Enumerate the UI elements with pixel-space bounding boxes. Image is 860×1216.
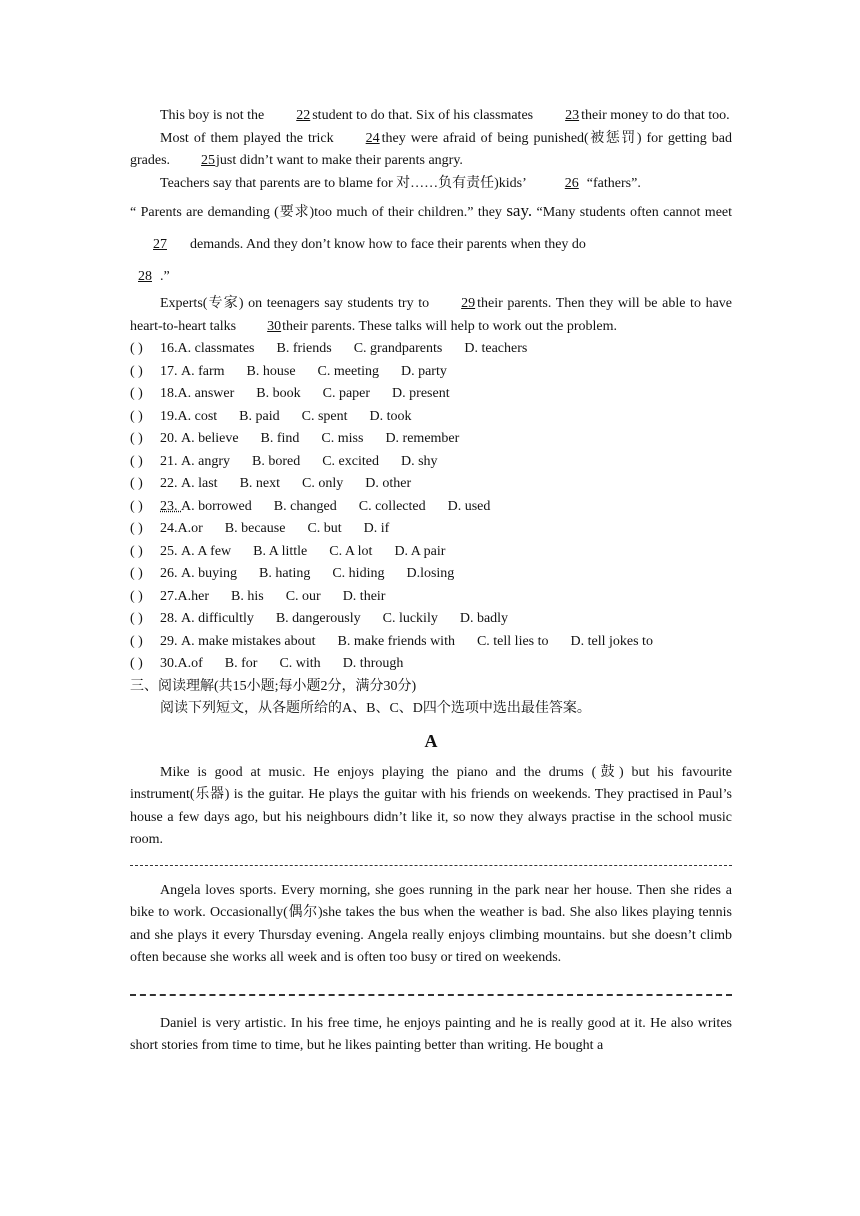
- question-number: 24.: [160, 521, 178, 536]
- question-number: 23.: [160, 498, 181, 514]
- answer-option: A. borrowed: [181, 498, 252, 514]
- passage-angela: Angela loves sports. Every morning, she goes running in the park near her house. Then she rides a bike to work. Occasionally(偶尔)she takes the bus when the weather is bad. She also likes playing tennis and she plays it every Thursday evening. Angela really enjoys climbing mountains. but she doesn’t climb often because she works all week and is often too busy or tired on weekends.: [130, 882, 732, 965]
- answer-option: B. hating: [259, 566, 311, 581]
- blank-26: 26: [564, 175, 579, 191]
- question-row: [130, 451, 732, 474]
- question-row: [130, 608, 732, 631]
- answer-option: B. find: [260, 431, 300, 446]
- answer-parentheses[interactable]: ( ): [130, 498, 143, 514]
- cloze-paragraph-2: [130, 128, 732, 173]
- question-row: [130, 473, 732, 496]
- answer-option: D. tell jokes to: [570, 633, 653, 649]
- text: their parents. These talks will help to work out the problem.: [282, 318, 618, 334]
- answer-option: B. make friends with: [337, 633, 455, 649]
- answer-option: A. cost: [177, 408, 218, 424]
- answer-option: C. tell lies to: [476, 633, 549, 649]
- blank-22: 22: [296, 108, 311, 123]
- blank-30: 30: [267, 318, 282, 334]
- question-number: 22.: [160, 476, 181, 491]
- answer-option: D. remember: [385, 431, 460, 446]
- blank-23: 23: [565, 108, 580, 123]
- text: they were afraid of being punished(被惩罚) for getting bad grades.: [130, 130, 732, 168]
- answer-option: A. classmates: [177, 341, 255, 356]
- answer-parentheses[interactable]: ( ): [130, 341, 143, 356]
- answer-option: A. farm: [181, 363, 225, 379]
- text: .”: [160, 269, 170, 284]
- blank-25: 25: [201, 153, 216, 168]
- answer-option: B. dangerously: [275, 611, 361, 626]
- answer-option: B. friends: [276, 341, 332, 356]
- text: Most of them played the trick: [160, 130, 334, 146]
- question-row: [130, 361, 732, 384]
- answer-option: B. house: [246, 363, 296, 379]
- answer-option: C. miss: [321, 431, 364, 446]
- answer-parentheses[interactable]: ( ): [130, 453, 143, 469]
- answer-option: A. angry: [181, 453, 230, 469]
- text: their money to do that too.: [581, 108, 730, 123]
- answer-parentheses[interactable]: ( ): [130, 521, 143, 536]
- answer-option: D. teachers: [464, 341, 528, 356]
- answer-option: A. make mistakes about: [181, 633, 316, 649]
- text: demands. And they don’t know how to face their parents when they do: [190, 237, 586, 252]
- document-content: [130, 105, 732, 1058]
- answer-parentheses[interactable]: ( ): [130, 566, 143, 581]
- answer-option: A. buying: [181, 566, 237, 581]
- answer-option: B. A little: [253, 543, 308, 559]
- question-list: [130, 338, 732, 676]
- answer-option: D. through: [342, 656, 404, 671]
- answer-option: C. luckily: [382, 611, 438, 626]
- answer-parentheses[interactable]: ( ): [130, 588, 143, 604]
- answer-option: D. their: [342, 588, 386, 604]
- answer-option: D. present: [392, 386, 450, 401]
- text: just didn’t want to make their parents angry.: [216, 153, 463, 168]
- text: Teachers say that parents are to blame for 对……负有责任)kids’: [160, 175, 527, 191]
- answer-parentheses[interactable]: ( ): [130, 386, 143, 401]
- answer-parentheses[interactable]: ( ): [130, 408, 143, 424]
- text: “fathers”.: [586, 175, 641, 191]
- question-number: 20.: [160, 431, 181, 446]
- answer-option: A. difficultly: [181, 611, 254, 626]
- answer-option: C. paper: [322, 386, 371, 401]
- answer-option: B. paid: [239, 408, 280, 424]
- answer-option: C. hiding: [332, 566, 385, 581]
- question-number: 28.: [160, 611, 181, 626]
- text: “ Parents are demanding (要求)too much of their children.” they: [130, 205, 502, 220]
- question-number: 27.: [160, 588, 178, 604]
- answer-option: C. spent: [301, 408, 348, 424]
- question-row: [130, 586, 732, 609]
- answer-option: C. our: [285, 588, 321, 604]
- answer-option: B. because: [224, 521, 286, 536]
- answer-option: D. other: [365, 476, 412, 491]
- answer-option: D. if: [363, 521, 390, 536]
- cloze-paragraph-3: [130, 173, 732, 196]
- blank-27: 27: [153, 237, 167, 252]
- answer-option: C. collected: [358, 498, 426, 514]
- question-number: 26.: [160, 566, 181, 581]
- answer-parentheses[interactable]: ( ): [130, 611, 143, 626]
- answer-option: D. A pair: [394, 543, 446, 559]
- question-row: [130, 428, 732, 451]
- answer-option: C. meeting: [317, 363, 379, 379]
- answer-option: D. party: [400, 363, 447, 379]
- question-number: 30.: [160, 656, 178, 671]
- answer-option: A.or: [177, 521, 203, 536]
- question-number: 29.: [160, 633, 181, 649]
- section-instruction: 阅读下列短文，从各题所给的A、B、C、D四个选项中选出最佳答案。: [160, 701, 591, 716]
- cloze-paragraph-1: [130, 105, 732, 128]
- question-row: [130, 541, 732, 564]
- blank-28: 28: [138, 269, 152, 284]
- answer-option: A.her: [177, 588, 209, 604]
- answer-parentheses[interactable]: ( ): [130, 633, 143, 649]
- answer-option: A. last: [181, 476, 218, 491]
- text: This boy is not the: [160, 108, 265, 123]
- question-row: [130, 383, 732, 406]
- answer-option: D.losing: [406, 566, 455, 581]
- passage-heading: A: [424, 730, 438, 751]
- answer-parentheses[interactable]: ( ): [130, 363, 143, 379]
- answer-option: A. believe: [181, 431, 239, 446]
- question-row: [130, 338, 732, 361]
- cloze-paragraph-4: [130, 195, 732, 293]
- answer-option: B. bored: [252, 453, 301, 469]
- answer-option: C. only: [302, 476, 344, 491]
- question-number: 21.: [160, 453, 181, 469]
- answer-parentheses[interactable]: ( ): [130, 476, 143, 491]
- answer-option: B. changed: [273, 498, 337, 514]
- question-number: 17.: [160, 363, 181, 379]
- section-title: 三、阅读理解(共15小题;每小题2分，满分30分): [130, 678, 417, 694]
- answer-option: A.of: [177, 656, 203, 671]
- question-row: [130, 518, 732, 541]
- blank-29: 29: [461, 296, 476, 311]
- answer-parentheses[interactable]: ( ): [130, 431, 143, 446]
- cloze-paragraph-5: [130, 293, 732, 338]
- text: “Many students often cannot meet: [536, 205, 733, 220]
- answer-option: B. next: [239, 476, 281, 491]
- answer-option: C. A lot: [329, 543, 373, 559]
- answer-parentheses[interactable]: ( ): [130, 656, 143, 671]
- answer-option: A. A few: [181, 543, 232, 559]
- answer-option: B. book: [256, 386, 301, 401]
- answer-option: B. for: [224, 656, 258, 671]
- answer-option: C. grandparents: [353, 341, 443, 356]
- answer-option: C. with: [279, 656, 321, 671]
- divider: [130, 994, 732, 996]
- answer-option: D. shy: [400, 453, 438, 469]
- answer-option: A. answer: [177, 386, 235, 401]
- text: student to do that. Six of his classmates: [312, 108, 534, 123]
- answer-option: C. but: [307, 521, 342, 536]
- question-number: 25.: [160, 543, 181, 559]
- answer-parentheses[interactable]: ( ): [130, 543, 143, 559]
- text: their parents. Then they will be able to have heart-to-heart talks: [130, 296, 732, 334]
- question-row: [130, 406, 732, 429]
- say-word: say.: [506, 201, 533, 220]
- question-row: [130, 653, 732, 676]
- blank-24: 24: [365, 130, 380, 146]
- answer-option: D. badly: [459, 611, 509, 626]
- divider: [130, 865, 732, 866]
- text: Experts(专家) on teenagers say students try to: [160, 296, 430, 311]
- question-number: 19.: [160, 408, 178, 424]
- answer-option: C. excited: [322, 453, 379, 469]
- answer-option: D. used: [447, 498, 491, 514]
- question-row: [130, 496, 732, 519]
- passage-daniel: Daniel is very artistic. In his free time, he enjoys painting and he is really good at it. He also writes short stories from time to time, but he likes painting better than writing. He bought a: [130, 1015, 732, 1053]
- answer-option: D. took: [369, 408, 412, 424]
- answer-option: B. his: [231, 588, 264, 604]
- question-row: [130, 563, 732, 586]
- question-row: [130, 631, 732, 654]
- question-number: 16.: [160, 341, 178, 356]
- question-number: 18.: [160, 386, 178, 401]
- passage-mike: Mike is good at music. He enjoys playing the piano and the drums (鼓) but his favourite instrument(乐器) is the guitar. He plays the guitar with his friends on weekends. They practised in Paul’s house a few days ago, but his neighbours didn’t like it, so now they always practise in the school music room.: [130, 764, 732, 847]
